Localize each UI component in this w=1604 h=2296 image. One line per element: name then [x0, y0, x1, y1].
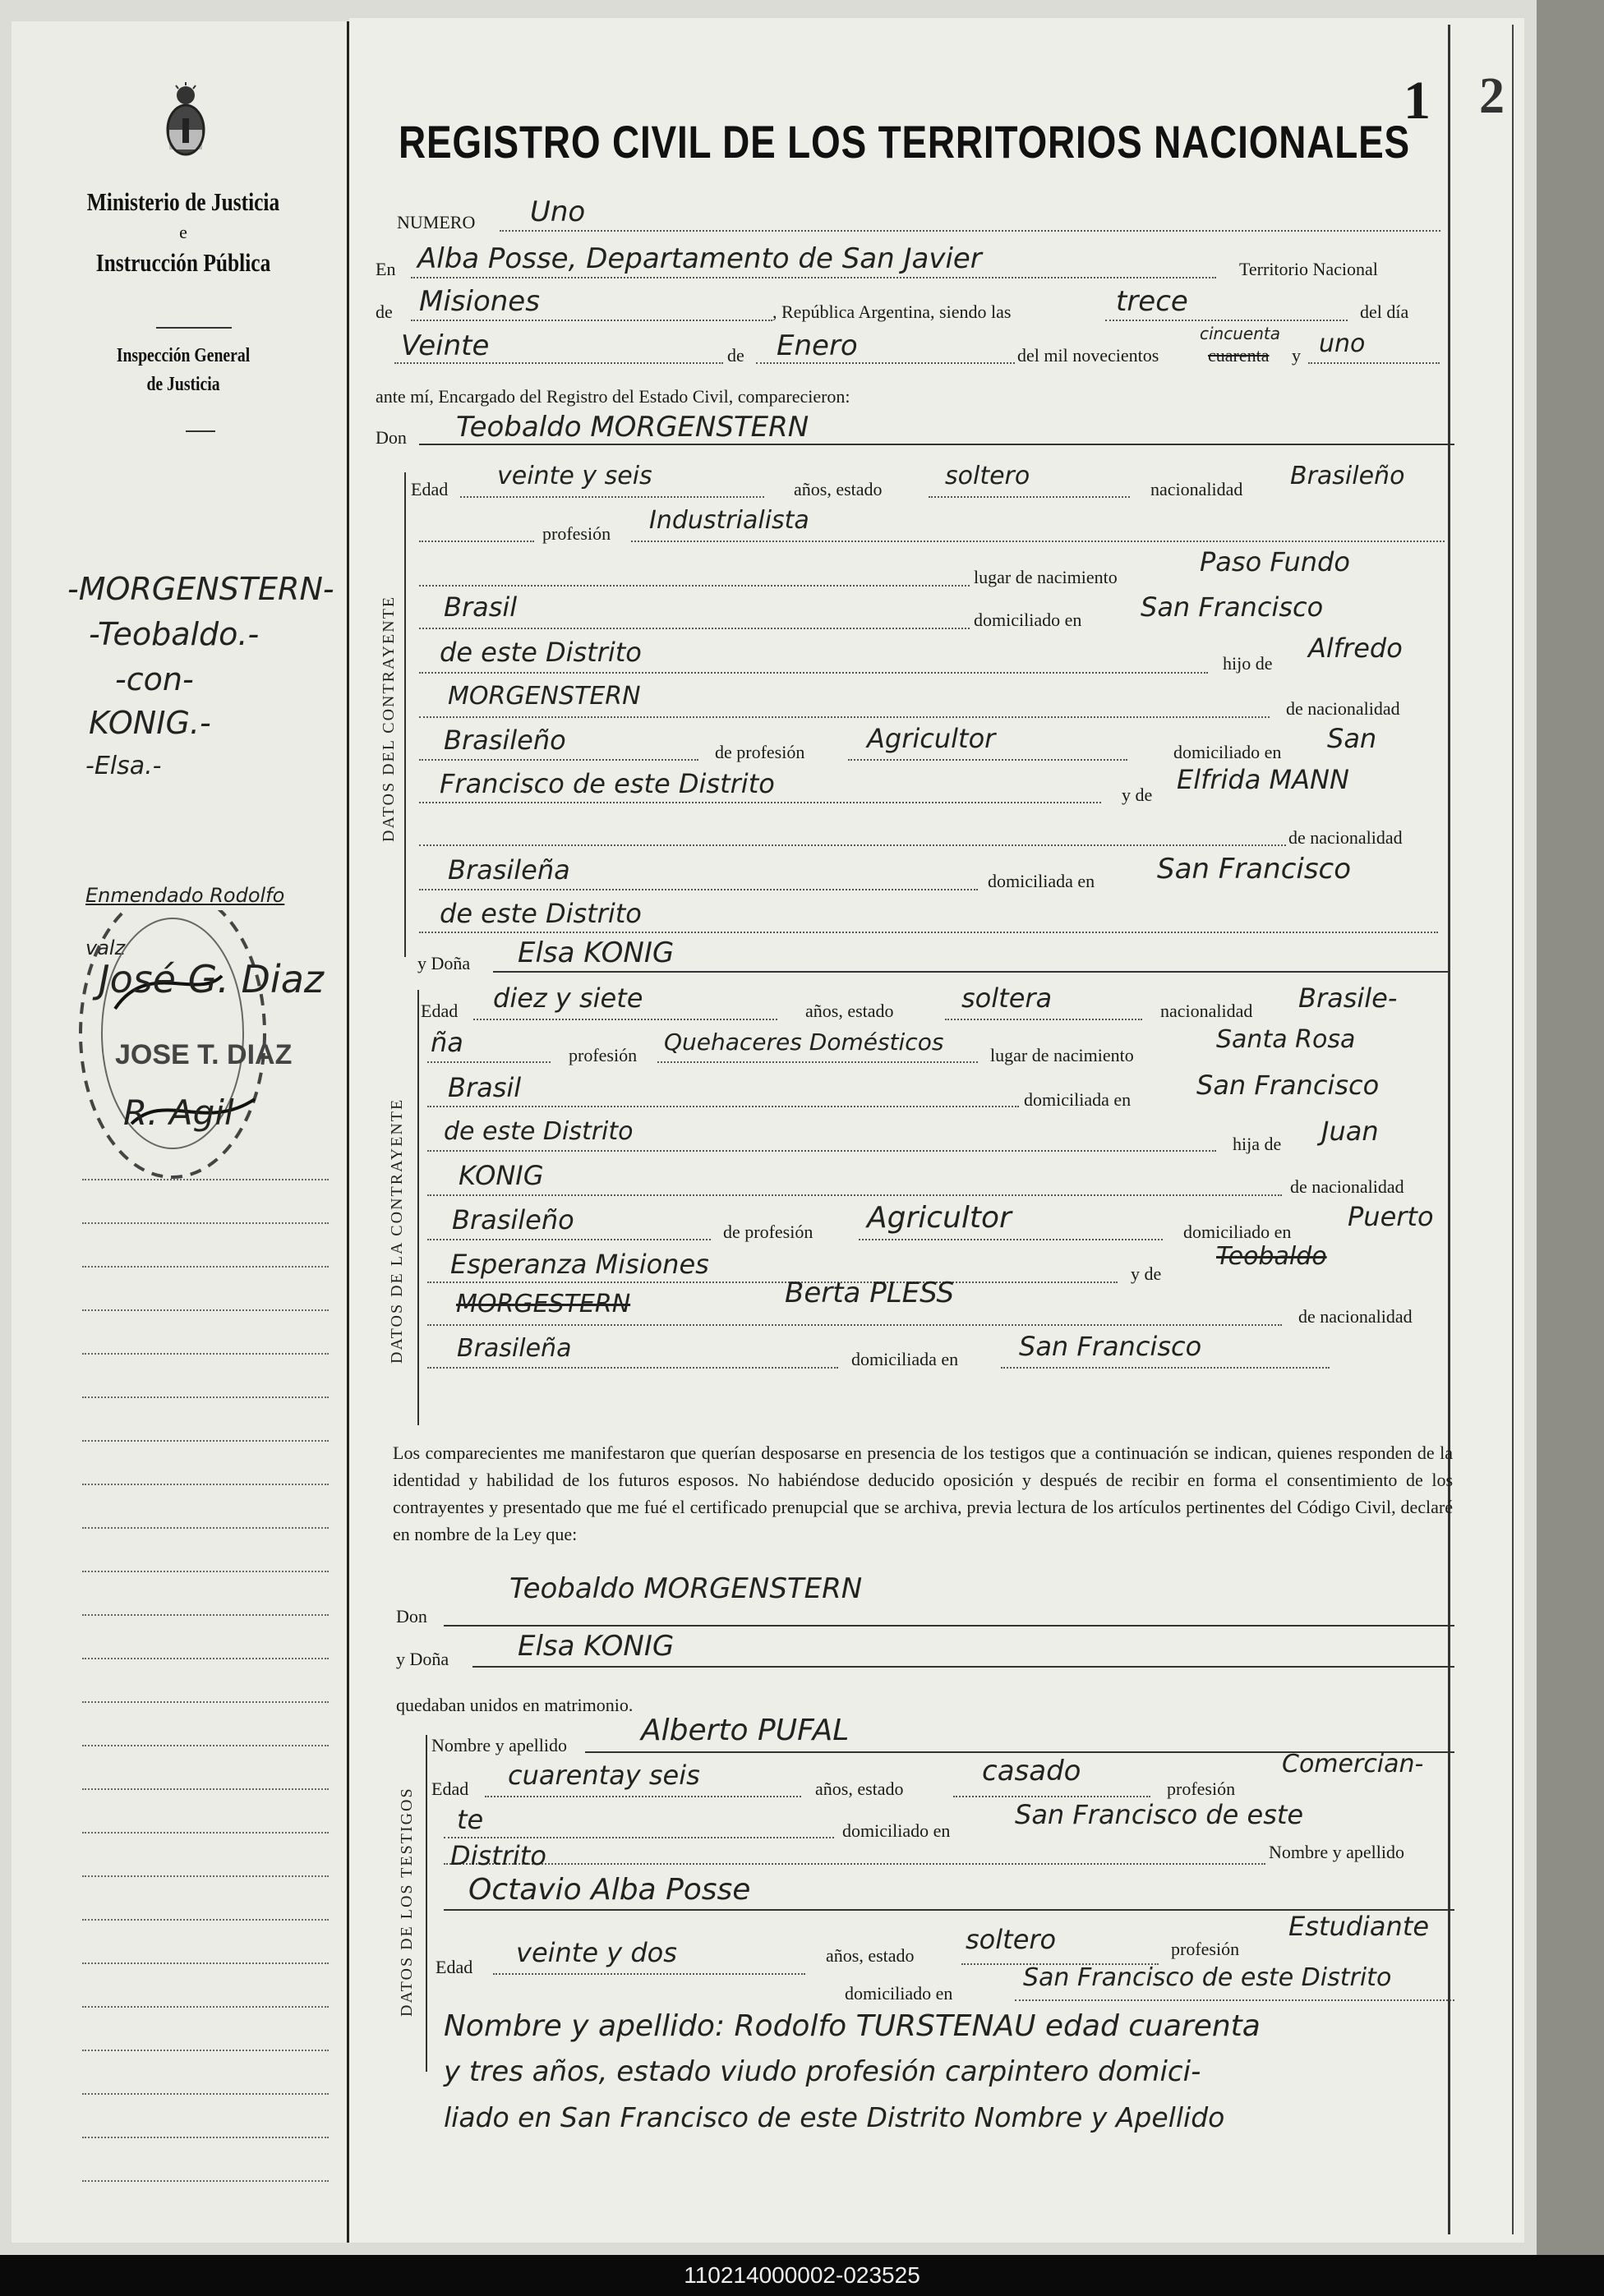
bride-age-line: [473, 1019, 777, 1020]
groom-birthplace-2: Brasil: [444, 591, 518, 623]
don-label: Don: [376, 427, 407, 448]
numero-line: [500, 230, 1440, 232]
bride-mother-struck-2: MORGESTERN: [456, 1290, 631, 1318]
groom-section-brace: [404, 472, 406, 957]
w2-name-value: Octavio Alba Posse: [468, 1873, 751, 1907]
year-units-line: [1308, 362, 1440, 364]
w2-prof-value: Estudiante: [1288, 1911, 1430, 1942]
decl-closing: quedaban unidos en matrimonio.: [396, 1695, 634, 1715]
w1-estado-value: casado: [982, 1755, 1081, 1788]
groom-father-prof: Agricultor: [867, 723, 996, 754]
groom-side-label: DATOS DEL CONTRAYENTE: [380, 595, 398, 842]
year-units-value: uno: [1319, 329, 1366, 358]
groom-birthplace-1: Paso Fundo: [1200, 546, 1350, 577]
w1-dom-pre-line: [444, 1837, 834, 1838]
bride-prof-pre-line: [427, 1061, 551, 1063]
groom-mother-dom-2: de este Distrito: [440, 898, 642, 929]
w2-age-line: [493, 1973, 805, 1975]
bride-mother-nat: Brasileña: [457, 1334, 572, 1363]
bride-father2-line: [427, 1194, 1282, 1196]
w1-dom2-line: [444, 1863, 1265, 1865]
groom-father-dom-1: San: [1327, 723, 1377, 754]
en-label: En: [376, 259, 396, 279]
numero-label: NUMERO: [397, 212, 476, 232]
w2-dom-line: [1015, 1999, 1454, 2001]
bride-father-nat: Brasileño: [452, 1204, 574, 1235]
bride-birthplace-2: Brasil: [448, 1072, 522, 1103]
w1-edad-label: Edad: [431, 1778, 469, 1799]
decl-groom-line: [444, 1625, 1454, 1627]
inspection-rule: [186, 430, 215, 432]
hour-value: trece: [1116, 285, 1188, 318]
form-title: REGISTRO CIVIL DE LOS TERRITORIOS NACIONALES: [399, 116, 1410, 168]
ministry-rule: [156, 327, 232, 329]
bride-domiciliada-label: domiciliada en: [1024, 1089, 1132, 1110]
groom-domicile-2: de este Distrito: [440, 637, 642, 668]
groom-estado-value: soltero: [945, 462, 1030, 490]
groom-mother-nat-label: de nacionalidad: [1288, 827, 1403, 848]
groom-de-prof-label: de profesión: [715, 742, 805, 762]
groom-de-nac-label: de nacionalidad: [1286, 698, 1400, 719]
coat-of-arms-icon: [163, 82, 209, 161]
margin-bride-given: -Elsa.-: [85, 752, 162, 780]
right-binding-strip: [1448, 25, 1514, 2234]
w1-prof-2: te: [457, 1804, 484, 1835]
extra-witness-line-3: liado en San Francisco de este Distrito Nombre y Apellido: [444, 2101, 1225, 2133]
groom-lugar-label: lugar de nacimiento: [974, 567, 1118, 587]
groom-mnat-line: [419, 889, 978, 890]
republica-label: , República Argentina, siendo las: [772, 301, 1012, 322]
de-mes-label: de: [727, 345, 744, 366]
day-value: Veinte: [401, 329, 490, 362]
bride-dom2-line: [427, 1150, 1216, 1152]
w1-profesion-label: profesión: [1167, 1778, 1236, 1799]
bride-de-prof-label: de profesión: [723, 1222, 814, 1242]
bride-mother-nat-label: de nacionalidad: [1298, 1306, 1413, 1327]
stamp-signature: R. Agil: [123, 1093, 234, 1133]
hour-line: [1105, 320, 1348, 321]
next-page-number: 2: [1479, 68, 1505, 124]
mil-label: del mil novecientos: [1017, 345, 1159, 366]
year-struck: cuarenta: [1208, 345, 1270, 366]
groom-age-line: [460, 496, 764, 498]
bride-mother: Berta PLESS: [785, 1277, 955, 1309]
inspection-line-2: de Justicia: [146, 374, 220, 395]
groom-mdom2-line: [419, 932, 1438, 933]
stamp-name: JOSE T. DIAZ: [115, 1039, 293, 1070]
ministry-line-2: e: [179, 222, 187, 242]
month-value: Enero: [777, 329, 858, 362]
ministry-line-1: Ministerio de Justicia: [86, 187, 280, 216]
groom-age-value: veinte y seis: [497, 462, 652, 490]
w1-anos-label: años, estado: [815, 1778, 904, 1799]
bride-section-brace: [417, 990, 419, 1425]
bride-name-value: Elsa KONIG: [518, 936, 675, 969]
w1-nombre-label: Nombre y apellido: [431, 1735, 567, 1755]
decl-groom-value: Teobaldo MORGENSTERN: [509, 1572, 863, 1605]
bride-fnat-line: [427, 1239, 711, 1240]
place-value: Alba Posse, Departamento de San Javier: [417, 242, 982, 275]
bride-fdom2-line: [427, 1281, 1118, 1283]
bride-nationality-1: Brasile-: [1298, 982, 1398, 1014]
w1-age-value: cuarentay seis: [508, 1760, 700, 1791]
amendment-note-2: valz: [85, 936, 126, 959]
w1-prof-1: Comercian-: [1282, 1750, 1424, 1778]
groom-edad-label: Edad: [411, 479, 449, 499]
groom-domicile-1: San Francisco: [1141, 591, 1324, 623]
y-label: y: [1292, 345, 1301, 366]
groom-profession-value: Industrialista: [649, 506, 809, 535]
groom-mnat-pre-line: [419, 844, 1286, 846]
w2-profesion-label: profesión: [1171, 1939, 1240, 1959]
groom-domiciliada-label: domiciliada en: [988, 871, 1095, 891]
dia-label: del día: [1360, 301, 1409, 322]
bride-father-1: Juan: [1321, 1116, 1379, 1147]
groom-name-value: Teobaldo MORGENSTERN: [456, 411, 809, 444]
bride-father-prof: Agricultor: [867, 1201, 1012, 1235]
bride-profesion-label: profesión: [569, 1045, 638, 1065]
bride-edad-label: Edad: [421, 1001, 459, 1021]
groom-estado-line: [929, 496, 1130, 498]
groom-mother: Elfrida MANN: [1177, 764, 1349, 795]
groom-fnat-line: [419, 759, 698, 761]
inspection-line-1: Inspección General: [116, 345, 251, 366]
bride-prof-line: [657, 1061, 978, 1063]
bride-name-line: [493, 971, 1450, 973]
month-line: [756, 362, 1015, 364]
territory-value: Misiones: [419, 285, 540, 318]
w2-domiciliado-label: domiciliado en: [845, 1983, 953, 2004]
bride-mdom-line: [1001, 1367, 1330, 1369]
w1-age-line: [485, 1796, 801, 1797]
groom-prof-line: [631, 541, 1445, 542]
bride-birthplace-1: Santa Rosa: [1216, 1025, 1356, 1054]
groom-father-2: MORGENSTERN: [448, 682, 641, 711]
bride-father-dom-label: domiciliado en: [1183, 1222, 1292, 1242]
bride-age-value: diez y siete: [493, 982, 643, 1014]
page-number: 1: [1404, 71, 1431, 131]
book-cover-edge: [1537, 0, 1604, 2255]
witness-section-brace: [426, 1735, 427, 2072]
extra-witness-line-2: y tres años, estado viudo profesión carpintero domici-: [444, 2055, 1201, 2088]
decl-bride-line: [472, 1666, 1454, 1668]
w1-dom-1: San Francisco de este: [1015, 1799, 1304, 1830]
groom-father-dom-label: domiciliado en: [1173, 742, 1282, 762]
groom-prof-pre-line: [419, 541, 534, 542]
bride-domicile-2: de este Distrito: [444, 1117, 634, 1146]
margin-bride-surname: KONIG.-: [89, 705, 211, 741]
bride-domicile-1: San Francisco: [1196, 1070, 1380, 1101]
groom-father-nat: Brasileño: [444, 725, 566, 756]
numero-value: Uno: [530, 196, 586, 228]
bride-mnat-line: [427, 1367, 838, 1369]
w2-nombre-label: Nombre y apellido: [1269, 1842, 1404, 1862]
declaration-paragraph: Los comparecientes me manifestaron que querían desposarse en presencia de los testigos que a continuación se indican, quienes responden de la identidad y habilidad de los futuros esposos. No habiéndose deducido oposición y después de recibir en forma el consentimiento de los contrayentes y presentado que me fué el certificado prenupcial que se archiva, previa lectura de los artículos pertinentes del Código Civil, declaré en nombre de la Ley que:: [393, 1442, 1453, 1544]
w1-estado-line: [953, 1796, 1150, 1797]
margin-con: -con-: [115, 661, 194, 697]
territorio-label: Territorio Nacional: [1239, 259, 1378, 279]
groom-mother-dom-1: San Francisco: [1157, 853, 1352, 886]
groom-mother-nat: Brasileña: [448, 854, 570, 886]
bride-estado-line: [945, 1019, 1142, 1020]
bride-mnat-pre-line: [427, 1324, 1282, 1326]
groom-profesion-label: profesión: [542, 523, 611, 544]
extra-witness-line-1: Nombre y apellido: Rodolfo TURSTENAU edad cuarenta: [444, 2009, 1261, 2043]
bride-mother-struck-1: Teobaldo: [1216, 1242, 1327, 1271]
bride-profession-value: Quehaceres Domésticos: [664, 1028, 944, 1056]
bride-nationality-2: ña: [431, 1027, 463, 1058]
bride-mother-dom: San Francisco: [1019, 1331, 1202, 1362]
bride-father-2: KONIG: [459, 1160, 544, 1191]
w2-estado-value: soltero: [966, 1924, 1057, 1955]
day-line: [394, 362, 723, 364]
decl-bride-value: Elsa KONIG: [518, 1630, 675, 1663]
margin-given-name: -Teobaldo.-: [89, 616, 260, 652]
groom-y-de-label: y de: [1122, 785, 1153, 805]
decl-dona-label: y Doña: [396, 1649, 449, 1669]
w1-domiciliado-label: domiciliado en: [842, 1820, 951, 1841]
ante-label: ante mí, Encargado del Registro del Estado Civil, comparecieron:: [376, 386, 850, 407]
year-insert: cincuenta: [1200, 324, 1280, 343]
decl-don-label: Don: [396, 1606, 427, 1627]
w2-age-value: veinte y dos: [516, 1937, 677, 1968]
groom-birth-pre-line: [419, 585, 970, 587]
groom-nationality-value: Brasileño: [1290, 462, 1405, 490]
groom-hijo-label: hijo de: [1223, 653, 1273, 674]
groom-birth2-line: [419, 628, 970, 629]
margin-surname: -MORGENSTERN-: [67, 571, 334, 607]
bride-estado-value: soltera: [961, 982, 1053, 1014]
margin-signature: José G. Diaz: [99, 957, 325, 1001]
groom-father-1: Alfredo: [1308, 633, 1403, 664]
ministry-line-3: Instrucción Pública: [95, 248, 271, 277]
bride-lugar-label: lugar de nacimiento: [990, 1045, 1134, 1065]
w2-dom-value: San Francisco de este Distrito: [1023, 1963, 1392, 1992]
y-dona-label: y Doña: [417, 953, 471, 973]
ministry-heading: [39, 187, 327, 278]
groom-fprof-line: [848, 759, 1127, 761]
groom-anos-label: años, estado: [794, 479, 883, 499]
bride-side-label: DATOS DE LA CONTRAYENTE: [388, 1097, 406, 1364]
scan-footer-code: 110214000002-023525: [0, 2255, 1604, 2296]
groom-father-dom-2: Francisco de este Distrito: [440, 768, 775, 799]
bride-mother-dom-label: domiciliada en: [851, 1349, 959, 1369]
groom-fdom2-line: [419, 802, 1101, 803]
w1-dom-2: Distrito: [450, 1840, 546, 1871]
bride-birth2-line: [427, 1106, 1019, 1107]
witness-side-label: DATOS DE LOS TESTIGOS: [398, 1787, 416, 2017]
inspection-heading: [39, 345, 327, 396]
bride-anos-label: años, estado: [805, 1001, 894, 1021]
w2-edad-label: Edad: [436, 1957, 473, 1977]
de-label: de: [376, 301, 393, 322]
bride-nacionalidad-label: nacionalidad: [1160, 1001, 1253, 1021]
bride-hija-label: hija de: [1233, 1134, 1282, 1154]
groom-nacionalidad-label: nacionalidad: [1150, 479, 1243, 499]
groom-name-line: [419, 444, 1454, 445]
place-line: [411, 277, 1216, 278]
bride-father-dom-2: Esperanza Misiones: [450, 1249, 709, 1280]
territory-line: [411, 320, 772, 321]
bride-y-de-label: y de: [1131, 1263, 1162, 1284]
amendment-note: Enmendado Rodolfo: [85, 884, 285, 907]
groom-father2-line: [419, 716, 1270, 718]
bride-fprof-line: [859, 1239, 1163, 1240]
groom-domiciliado-label: domiciliado en: [974, 610, 1082, 630]
groom-dom2-line: [419, 672, 1208, 674]
bride-father-dom-1: Puerto: [1348, 1201, 1434, 1232]
w2-anos-label: años, estado: [826, 1945, 915, 1966]
bride-de-nac-label: de nacionalidad: [1290, 1176, 1404, 1197]
w1-name-value: Alberto PUFAL: [641, 1714, 850, 1747]
